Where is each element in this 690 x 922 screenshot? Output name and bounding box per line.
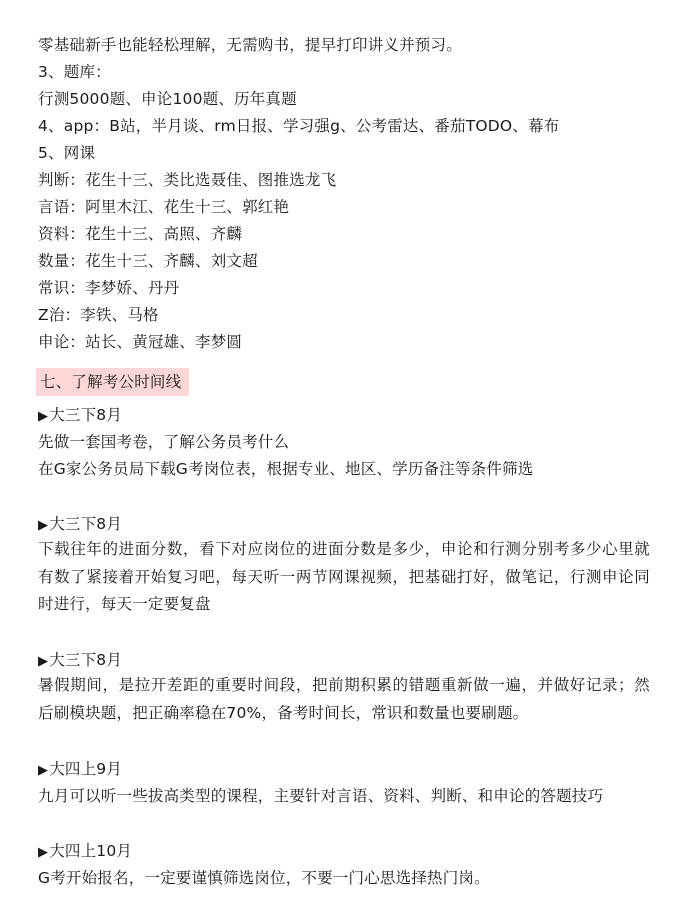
triangle-bullet-icon: ▶ — [38, 518, 49, 533]
course-line-essay: 申论：站长、黄冠雄、李梦圆 — [38, 333, 243, 351]
timeline-entry-1-line-2: 在G家公务员局下载G考岗位表，根据专业、地区、学历备注等条件筛选 — [38, 460, 534, 478]
course-line-verbal: 言语：阿里木江、花生十三、郭红艳 — [38, 198, 290, 216]
item3-content: 行测5000题、申论100题、历年真题 — [38, 90, 297, 108]
item4-apps: 4、app：B站，半月谈、rm日报、学习强g、公考雷达、番茄TODO、幕布 — [38, 117, 560, 135]
timeline-entry-when-text: 大三下8月 — [49, 406, 123, 424]
timeline-entry-4-when — [38, 758, 122, 782]
timeline-entry-1-when — [38, 404, 122, 428]
triangle-bullet-icon: ▶ — [38, 409, 49, 424]
item3-heading: 3、题库： — [38, 63, 111, 81]
timeline-entry-2-when — [38, 513, 122, 537]
course-line-general: 常识：李梦娇、丹丹 — [38, 279, 180, 297]
timeline-entry-5-when — [38, 840, 132, 864]
triangle-bullet-icon: ▶ — [38, 654, 49, 669]
timeline-entry-when-text: 大三下8月 — [49, 651, 123, 669]
course-line-politics: Z治：李铁、马格 — [38, 306, 159, 324]
timeline-entry-4-line-1: 九月可以听一些拔高类型的课程，主要针对言语、资料、判断、和申论的答题技巧 — [38, 787, 604, 805]
timeline-entry-3-paragraph: 暑假期间，是拉开差距的重要时间段，把前期积累的错题重新做一遍，并做好记录；然后刷模块题，把正确率稳在70%，备考时间长，常识和数量也要刷题。 — [38, 676, 650, 722]
timeline-entry-5-line-1: G考开始报名，一定要谨慎筛选岗位，不要一门心思选择热门岗。 — [38, 869, 490, 887]
timeline-entry-when-text: 大四上9月 — [49, 760, 123, 778]
course-line-math: 数量：花生十三、齐麟、刘文超 — [38, 252, 258, 270]
timeline-entry-when-text: 大四上10月 — [49, 842, 133, 860]
timeline-entry-3-when — [38, 649, 122, 673]
timeline-entry-when-text: 大三下8月 — [49, 515, 123, 533]
timeline-entry-1-line-1: 先做一套国考卷，了解公务员考什么 — [38, 433, 290, 451]
section7-heading: 七、了解考公时间线 — [36, 368, 189, 396]
item5-heading: 5、网课 — [38, 144, 96, 162]
course-line-judgment: 判断：花生十三、类比选聂佳、图推选龙飞 — [38, 171, 337, 189]
triangle-bullet-icon: ▶ — [38, 763, 49, 778]
timeline-entry-2-paragraph: 下载往年的进面分数，看下对应岗位的进面分数是多少，申论和行测分别考多少心里就有数了紧接着开始复习吧，每天听一两节网课视频，把基础打好，做笔记，行测申论同时进行，每天一定要复盘 — [38, 540, 650, 613]
intro-line: 零基础新手也能轻松理解，无需购书，提早打印讲义并预习。 — [38, 36, 462, 54]
course-line-data: 资料：花生十三、高照、齐麟 — [38, 225, 243, 243]
triangle-bullet-icon: ▶ — [38, 845, 49, 860]
